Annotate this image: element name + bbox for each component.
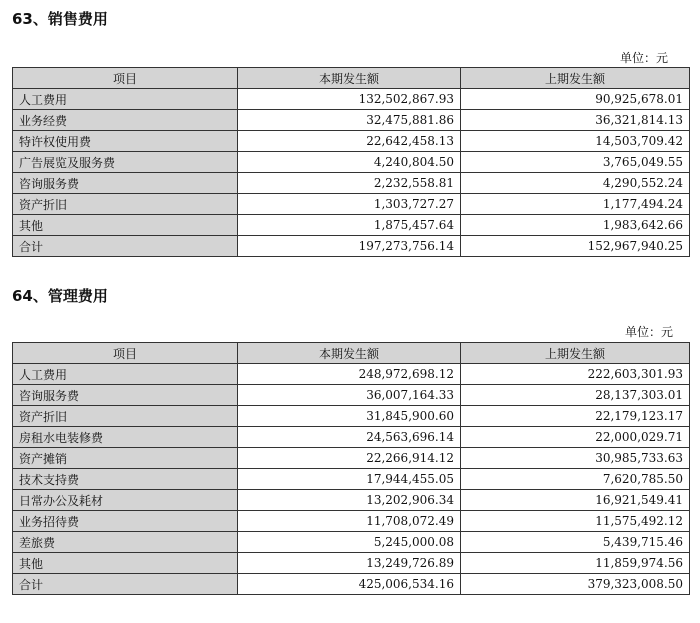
- row-previous-amount: 1,177,494.24: [461, 194, 690, 215]
- row-item-label: 资产折旧: [13, 194, 238, 215]
- table-row: [13, 215, 690, 236]
- table-header-row: [13, 343, 690, 364]
- row-previous-amount: 22,179,123.17: [461, 406, 690, 427]
- row-current-amount: 4,240,804.50: [238, 152, 461, 173]
- row-previous-amount: 1,983,642.66: [461, 215, 690, 236]
- table-row: [13, 511, 690, 532]
- table-row: [13, 194, 690, 215]
- table-row: [13, 532, 690, 553]
- column-header-item: 项目: [13, 343, 238, 364]
- table-row: [13, 490, 690, 511]
- row-item-label: 业务经费: [13, 110, 238, 131]
- row-item-label: 差旅费: [13, 532, 238, 553]
- row-current-amount: 31,845,900.60: [238, 406, 461, 427]
- admin-table-body: [13, 364, 690, 595]
- row-item-label: 人工费用: [13, 89, 238, 110]
- row-item-label: 资产摊销: [13, 448, 238, 469]
- row-previous-amount: 222,603,301.93: [461, 364, 690, 385]
- row-current-amount: 5,245,000.08: [238, 532, 461, 553]
- table-row: [13, 89, 690, 110]
- row-item-label: 其他: [13, 215, 238, 236]
- row-item-label: 其他: [13, 553, 238, 574]
- row-previous-amount: 16,921,549.41: [461, 490, 690, 511]
- column-header-previous: 上期发生额: [461, 68, 690, 89]
- sales-table-body: [13, 89, 690, 257]
- row-current-amount: 13,202,906.34: [238, 490, 461, 511]
- table-row: [13, 173, 690, 194]
- row-item-label: 广告展览及服务费: [13, 152, 238, 173]
- table-row: [13, 574, 690, 595]
- table-row: [13, 110, 690, 131]
- row-current-amount: 1,875,457.64: [238, 215, 461, 236]
- table-row: [13, 553, 690, 574]
- row-previous-amount: 11,859,974.56: [461, 553, 690, 574]
- row-current-amount: 425,006,534.16: [238, 574, 461, 595]
- row-previous-amount: 11,575,492.12: [461, 511, 690, 532]
- row-item-label: 咨询服务费: [13, 385, 238, 406]
- row-item-label: 咨询服务费: [13, 173, 238, 194]
- row-previous-amount: 4,290,552.24: [461, 173, 690, 194]
- row-previous-amount: 28,137,303.01: [461, 385, 690, 406]
- table-row: [13, 236, 690, 257]
- sales-unit-label: 单位：元: [620, 51, 669, 65]
- row-item-label: 日常办公及耗材: [13, 490, 238, 511]
- row-current-amount: 11,708,072.49: [238, 511, 461, 532]
- row-item-label: 业务招待费: [13, 511, 238, 532]
- row-previous-amount: 5,439,715.46: [461, 532, 690, 553]
- row-item-label: 人工费用: [13, 364, 238, 385]
- row-current-amount: 248,972,698.12: [238, 364, 461, 385]
- row-previous-amount: 152,967,940.25: [461, 236, 690, 257]
- row-current-amount: 13,249,726.89: [238, 553, 461, 574]
- column-header-current: 本期发生额: [238, 68, 461, 89]
- row-item-label: 房租水电装修费: [13, 427, 238, 448]
- row-current-amount: 132,502,867.93: [238, 89, 461, 110]
- row-current-amount: 22,266,914.12: [238, 448, 461, 469]
- table-row: [13, 427, 690, 448]
- row-previous-amount: 90,925,678.01: [461, 89, 690, 110]
- column-header-current: 本期发生额: [238, 343, 461, 364]
- row-current-amount: 24,563,696.14: [238, 427, 461, 448]
- row-current-amount: 32,475,881.86: [238, 110, 461, 131]
- sales-expense-table: [12, 67, 690, 257]
- row-item-label: 技术支持费: [13, 469, 238, 490]
- table-row: [13, 385, 690, 406]
- row-item-label: 合计: [13, 574, 238, 595]
- row-previous-amount: 36,321,814.13: [461, 110, 690, 131]
- admin-expense-title: 64、管理费用: [12, 287, 108, 305]
- column-header-previous: 上期发生额: [461, 343, 690, 364]
- table-row: [13, 448, 690, 469]
- row-previous-amount: 30,985,733.63: [461, 448, 690, 469]
- row-previous-amount: 22,000,029.71: [461, 427, 690, 448]
- row-previous-amount: 3,765,049.55: [461, 152, 690, 173]
- row-current-amount: 36,007,164.33: [238, 385, 461, 406]
- row-item-label: 资产折旧: [13, 406, 238, 427]
- sales-expense-title: 63、销售费用: [12, 10, 108, 28]
- row-current-amount: 2,232,558.81: [238, 173, 461, 194]
- table-header-row: [13, 68, 690, 89]
- table-row: [13, 152, 690, 173]
- row-current-amount: 22,642,458.13: [238, 131, 461, 152]
- row-current-amount: 1,303,727.27: [238, 194, 461, 215]
- row-item-label: 特许权使用费: [13, 131, 238, 152]
- table-row: [13, 406, 690, 427]
- admin-unit-label: 单位：元: [625, 325, 674, 339]
- row-current-amount: 17,944,455.05: [238, 469, 461, 490]
- table-row: [13, 469, 690, 490]
- admin-expense-table: [12, 342, 690, 595]
- row-previous-amount: 7,620,785.50: [461, 469, 690, 490]
- row-current-amount: 197,273,756.14: [238, 236, 461, 257]
- table-row: [13, 364, 690, 385]
- table-row: [13, 131, 690, 152]
- row-previous-amount: 14,503,709.42: [461, 131, 690, 152]
- row-previous-amount: 379,323,008.50: [461, 574, 690, 595]
- row-item-label: 合计: [13, 236, 238, 257]
- column-header-item: 项目: [13, 68, 238, 89]
